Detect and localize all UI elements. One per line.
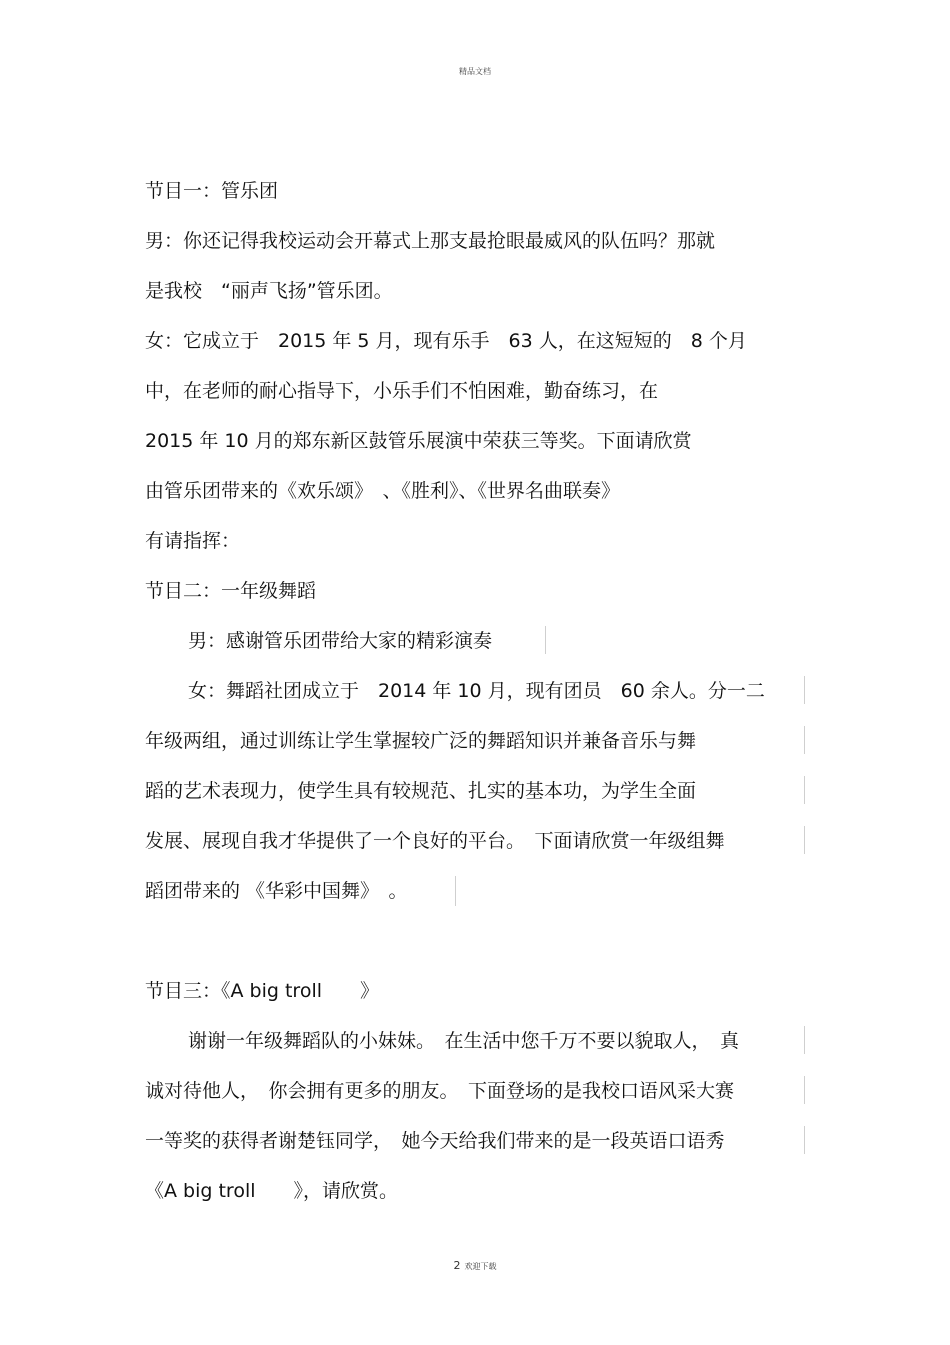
text-line: 女：它成立于 2015 年 5 月，现有乐手 63 人，在这短短的 8 个月: [145, 330, 747, 352]
program-3-title: 节目三：《A big troll 》: [145, 980, 380, 1002]
program-2-title: 节目二：一年级舞蹈: [145, 580, 317, 602]
text-line: 是我校 “丽声飞扬”管乐团。: [145, 280, 393, 302]
program-1-title: 节目一：管乐团: [145, 180, 279, 202]
cell-border: [804, 1126, 805, 1154]
cell-border: [804, 1076, 805, 1104]
text-line: 蹈的艺术表现力，使学生具有较规范、扎实的基本功，为学生全面: [145, 780, 697, 802]
text-line: 年级两组，通过训练让学生掌握较广泛的舞蹈知识并兼备音乐与舞: [145, 730, 697, 752]
cell-border: [804, 826, 805, 854]
cell-border: [804, 776, 805, 804]
text-line: 女：舞蹈社团成立于 2014 年 10 月，现有团员 60 余人。分一二: [188, 680, 765, 702]
cell-border: [804, 676, 805, 704]
page-header: 精品文档: [459, 67, 491, 76]
text-line: 2015 年 10 月的郑东新区鼓管乐展演中荣获三等奖。下面请欣赏: [145, 430, 692, 452]
page-footer: [0, 1259, 950, 1272]
footer-text: 欢迎下载: [464, 1262, 497, 1271]
cell-border: [455, 876, 456, 906]
text-line: 蹈团带来的 《华彩中国舞》 。: [145, 880, 408, 902]
text-line: 男：你还记得我校运动会开幕式上那支最抢眼最威风的队伍吗？那就: [145, 230, 716, 252]
text-line: 《A big troll 》，请欣赏。: [145, 1180, 399, 1202]
cell-border: [804, 726, 805, 754]
text-line: 中，在老师的耐心指导下，小乐手们不怕困难，勤奋练习，在: [145, 380, 659, 402]
text-line: 诚对待他人， 你会拥有更多的朋友。 下面登场的是我校口语风采大赛: [145, 1080, 735, 1102]
text-line: 发展、展现自我才华提供了一个良好的平台。 下面请欣赏一年级组舞: [145, 830, 725, 852]
page-number: 2: [453, 1259, 461, 1272]
text-line: 由管乐团带来的《欢乐颂》 、《胜利》、《世界名曲联奏》: [145, 480, 621, 502]
text-line: 男：感谢管乐团带给大家的精彩演奏: [188, 630, 493, 652]
cell-border: [804, 1026, 805, 1054]
cell-border: [545, 626, 546, 654]
text-line: 一等奖的获得者谢楚钰同学， 她今天给我们带来的是一段英语口语秀: [145, 1130, 725, 1152]
text-line: 谢谢一年级舞蹈队的小妹妹。 在生活中您千万不要以貌取人， 真: [188, 1030, 740, 1052]
text-line: 有请指挥：: [145, 530, 241, 552]
